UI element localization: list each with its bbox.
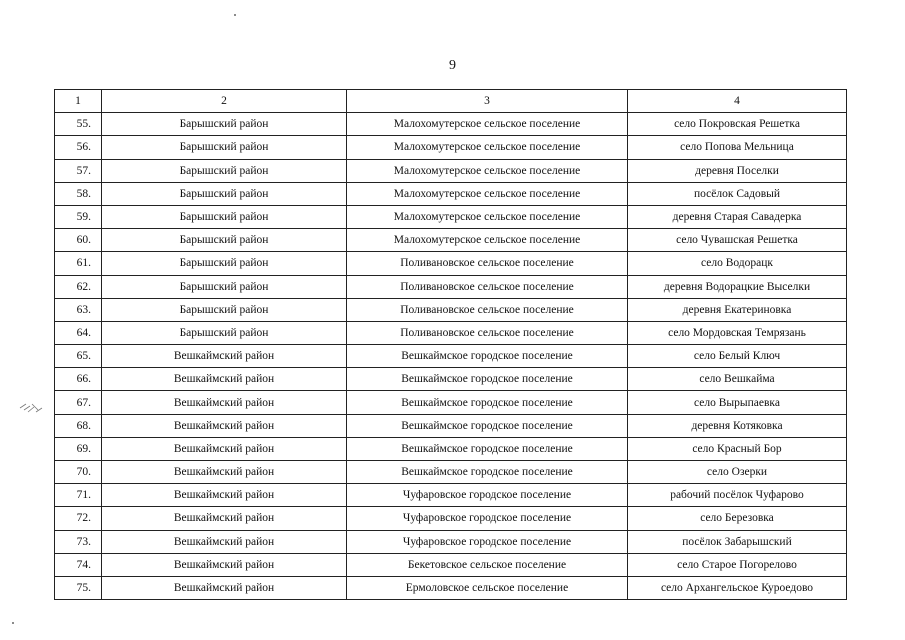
district-cell: Барышский район [102,205,347,228]
table-row [55,321,847,344]
row-number-cell: 65. [55,345,102,368]
district-cell: Вешкаймский район [102,437,347,460]
settlement-cell: Малохомутерское сельское поселение [347,205,628,228]
table-row [55,530,847,553]
locality-cell: село Покровская Решетка [628,113,847,136]
locality-cell: посёлок Забарышский [628,530,847,553]
row-number-cell: 59. [55,205,102,228]
district-cell: Вешкаймский район [102,368,347,391]
row-number-cell: 55. [55,113,102,136]
district-cell: Барышский район [102,229,347,252]
row-number-cell: 74. [55,553,102,576]
settlement-cell: Вешкаймское городское поселение [347,414,628,437]
table-row [55,113,847,136]
locality-cell: село Чувашская Решетка [628,229,847,252]
table-row [55,437,847,460]
table-row [55,136,847,159]
row-number-cell: 73. [55,530,102,553]
row-number-cell: 67. [55,391,102,414]
row-number-cell: 75. [55,576,102,599]
district-cell: Вешкаймский район [102,530,347,553]
settlement-cell: Поливановское сельское поселение [347,275,628,298]
table-row [55,229,847,252]
table-row [55,414,847,437]
district-cell: Барышский район [102,275,347,298]
settlement-cell: Поливановское сельское поселение [347,298,628,321]
table-header-row [55,90,847,113]
table-row [55,368,847,391]
locality-cell: село Мордовская Темрязань [628,321,847,344]
row-number-cell: 56. [55,136,102,159]
settlement-cell: Малохомутерское сельское поселение [347,113,628,136]
table-row [55,252,847,275]
page-number: 9 [449,58,456,73]
row-number-cell: 58. [55,182,102,205]
locality-cell: село Красный Бор [628,437,847,460]
table-row [55,275,847,298]
district-cell: Барышский район [102,321,347,344]
table-row [55,507,847,530]
settlement-cell: Ермоловское сельское поселение [347,576,628,599]
row-number-cell: 63. [55,298,102,321]
table-row [55,391,847,414]
locality-cell: село Березовка [628,507,847,530]
locality-cell: село Старое Погорелово [628,553,847,576]
row-number-cell: 69. [55,437,102,460]
row-number-cell: 57. [55,159,102,182]
settlement-cell: Вешкаймское городское поселение [347,391,628,414]
settlement-cell: Поливановское сельское поселение [347,252,628,275]
settlement-cell: Поливановское сельское поселение [347,321,628,344]
locality-cell: село Вешкайма [628,368,847,391]
header-cell-number: 1 [55,90,102,113]
header-cell-district: 2 [102,90,347,113]
table-row [55,345,847,368]
row-number-cell: 64. [55,321,102,344]
table-row [55,461,847,484]
settlement-cell: Малохомутерское сельское поселение [347,182,628,205]
district-cell: Барышский район [102,182,347,205]
district-cell: Вешкаймский район [102,414,347,437]
row-number-cell: 60. [55,229,102,252]
district-cell: Вешкаймский район [102,507,347,530]
scan-artifact-mark [18,398,44,418]
row-number-cell: 72. [55,507,102,530]
settlements-table [54,89,847,600]
locality-cell: село Озерки [628,461,847,484]
scan-dot [12,622,14,624]
locality-cell: село Вырыпаевка [628,391,847,414]
district-cell: Барышский район [102,298,347,321]
settlement-cell: Чуфаровское городское поселение [347,484,628,507]
settlement-cell: Вешкаймское городское поселение [347,345,628,368]
district-cell: Барышский район [102,113,347,136]
row-number-cell: 70. [55,461,102,484]
table-row [55,484,847,507]
row-number-cell: 66. [55,368,102,391]
district-cell: Вешкаймский район [102,484,347,507]
locality-cell: село Попова Мельница [628,136,847,159]
row-number-cell: 68. [55,414,102,437]
district-cell: Вешкаймский район [102,576,347,599]
locality-cell: деревня Котяковка [628,414,847,437]
locality-cell: село Водорацк [628,252,847,275]
settlement-cell: Бекетовское сельское поселение [347,553,628,576]
settlement-cell: Чуфаровское городское поселение [347,530,628,553]
table-row [55,553,847,576]
locality-cell: рабочий посёлок Чуфарово [628,484,847,507]
locality-cell: деревня Поселки [628,159,847,182]
district-cell: Барышский район [102,136,347,159]
table-row [55,576,847,599]
header-cell-locality: 4 [628,90,847,113]
settlement-cell: Вешкаймское городское поселение [347,437,628,460]
settlement-cell: Малохомутерское сельское поселение [347,229,628,252]
settlement-cell: Малохомутерское сельское поселение [347,159,628,182]
row-number-cell: 71. [55,484,102,507]
settlement-cell: Вешкаймское городское поселение [347,461,628,484]
table-body [55,90,847,600]
district-cell: Вешкаймский район [102,391,347,414]
table-row [55,298,847,321]
scan-dot [234,14,236,16]
locality-cell: село Белый Ключ [628,345,847,368]
locality-cell: деревня Екатериновка [628,298,847,321]
settlement-cell: Малохомутерское сельское поселение [347,136,628,159]
locality-cell: посёлок Садовый [628,182,847,205]
table-row [55,182,847,205]
locality-cell: село Архангельское Куроедово [628,576,847,599]
district-cell: Вешкаймский район [102,345,347,368]
settlement-cell: Чуфаровское городское поселение [347,507,628,530]
settlement-cell: Вешкаймское городское поселение [347,368,628,391]
table-row [55,159,847,182]
district-cell: Барышский район [102,252,347,275]
row-number-cell: 62. [55,275,102,298]
header-cell-settlement: 3 [347,90,628,113]
district-cell: Вешкаймский район [102,553,347,576]
table-row [55,205,847,228]
row-number-cell: 61. [55,252,102,275]
district-cell: Вешкаймский район [102,461,347,484]
locality-cell: деревня Старая Савадерка [628,205,847,228]
district-cell: Барышский район [102,159,347,182]
locality-cell: деревня Водорацкие Выселки [628,275,847,298]
